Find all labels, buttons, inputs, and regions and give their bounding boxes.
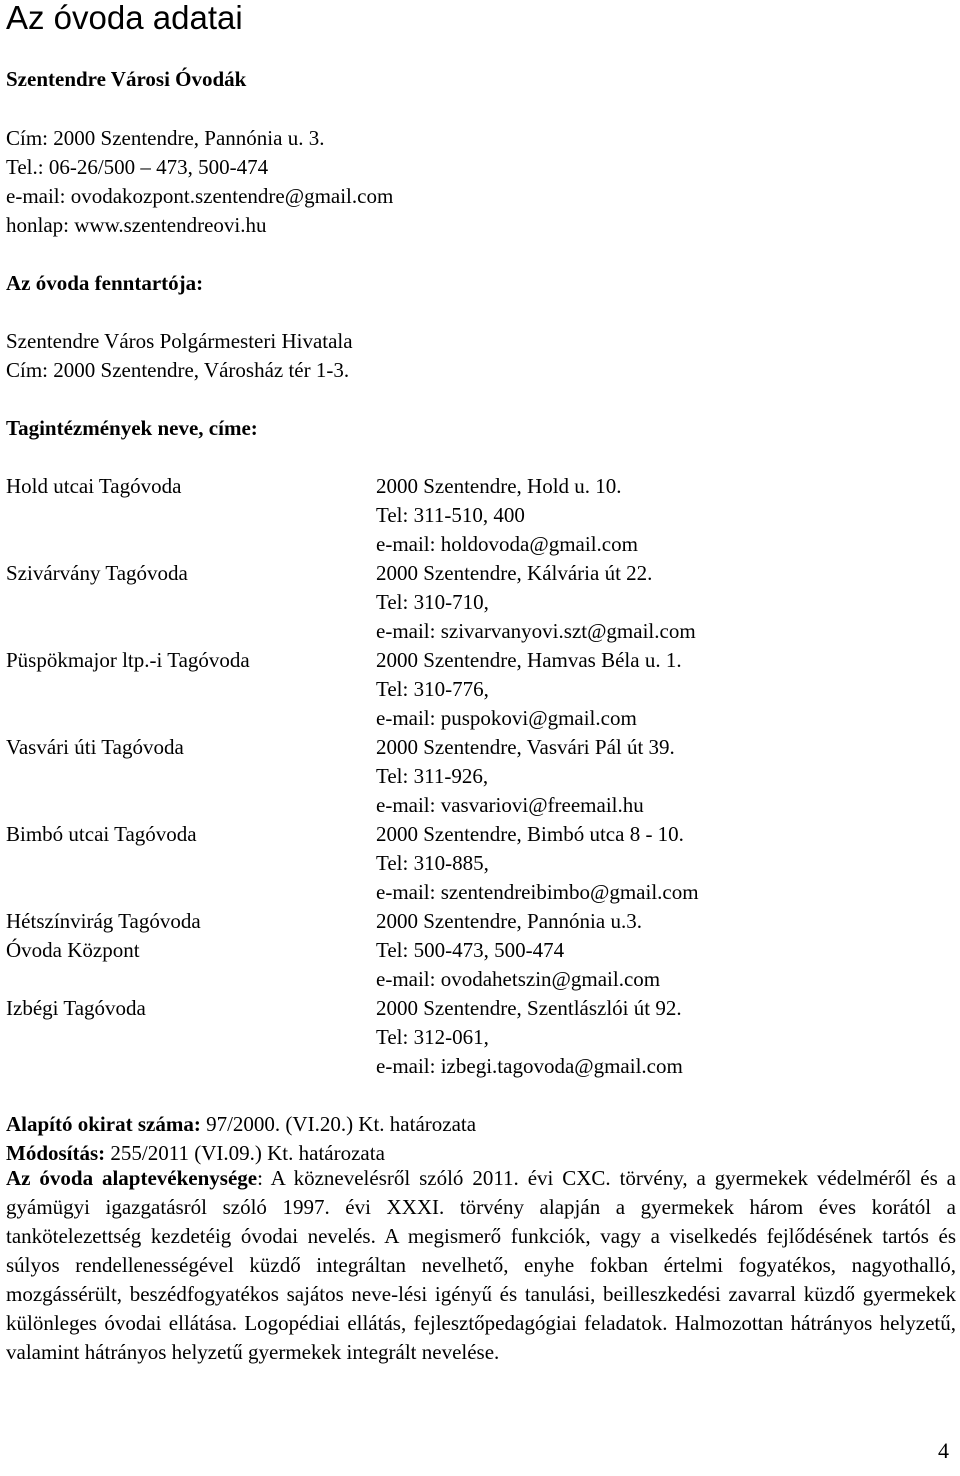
activity-text: : A köznevelésről szóló 2011. évi CXC. törvény, a gyermekek védelméről és a gyámügyi igazgatásról szóló 1997. évi XXXI. törvény alapján a gyermekek három éves korától a tankötelezettség kezdetéig óvodai nevelés. A megismerő funkciók, vagy a viselkedés fejlődésének tartós és súlyos rendellenességével küzdő integráltan nevelhető, enyhe fokban értelmi fogyatékos, nagyothalló, mozgássérült, beszédfogyatékos sajátos neve-lési igényű és tanulási, beilleszkedési zavarral küzdő gyermekek különleges óvodai ellátása. Logopédiai ellátás, fejlesztőpedagógiai feladatok. Halmozottan hátrányos helyzetű, valamint hátrányos helyzetű gyermekek integrált nevelése. (6, 1166, 956, 1364)
branch-email: e-mail: szivarvanyovi.szt@gmail.com (376, 619, 696, 643)
branch-name: Hétszínvirág Tagóvoda (6, 909, 201, 933)
branch-email: e-mail: vasvariovi@freemail.hu (376, 793, 644, 817)
branch-name: Püspökmajor ltp.-i Tagóvoda (6, 648, 250, 672)
modification-label: Módosítás: (6, 1141, 106, 1165)
institution-email: e-mail: ovodakozpont.szentendre@gmail.com (6, 184, 394, 208)
branch-name: Vasvári úti Tagóvoda (6, 735, 184, 759)
branch-tel: Tel: 310-885, (376, 851, 489, 875)
branch-email: e-mail: izbegi.tagovoda@gmail.com (376, 1054, 683, 1078)
page-title: Az óvoda adatai (6, 0, 243, 36)
institution-website: honlap: www.szentendreovi.hu (6, 213, 267, 237)
branch-name-secondary: Óvoda Központ (6, 938, 140, 962)
branch-name: Izbégi Tagóvoda (6, 996, 146, 1020)
founding-line (6, 1110, 476, 1139)
branch-address: 2000 Szentendre, Kálvária út 22. (376, 561, 653, 585)
activity-label: Az óvoda alaptevékenysége (6, 1166, 258, 1190)
branches-heading: Tagintézmények neve, címe: (6, 416, 258, 440)
branch-tel: Tel: 310-776, (376, 677, 489, 701)
branch-name: Hold utcai Tagóvoda (6, 474, 182, 498)
institution-name: Szentendre Városi Óvodák (6, 67, 247, 91)
branch-address: 2000 Szentendre, Pannónia u.3. (376, 909, 642, 933)
branch-address: 2000 Szentendre, Hamvas Béla u. 1. (376, 648, 682, 672)
branch-address: 2000 Szentendre, Szentlászlói út 92. (376, 996, 682, 1020)
branch-tel: Tel: 311-510, 400 (376, 503, 525, 527)
page-number: 4 (938, 1438, 949, 1463)
maintainer-name: Szentendre Város Polgármesteri Hivatala (6, 329, 353, 353)
branch-email: e-mail: holdovoda@gmail.com (376, 532, 638, 556)
branch-email: e-mail: ovodahetszin@gmail.com (376, 967, 661, 991)
branch-name: Bimbó utcai Tagóvoda (6, 822, 197, 846)
founding-value: 97/2000. (VI.20.) Kt. határozata (200, 1112, 477, 1136)
branch-email: e-mail: puspokovi@gmail.com (376, 706, 637, 730)
branch-address: 2000 Szentendre, Bimbó utca 8 - 10. (376, 822, 684, 846)
branch-email: e-mail: szentendreibimbo@gmail.com (376, 880, 699, 904)
maintainer-address: Cím: 2000 Szentendre, Városház tér 1-3. (6, 358, 350, 382)
founding-label: Alapító okirat száma: (6, 1112, 201, 1136)
institution-phone: Tel.: 06-26/500 – 473, 500-474 (6, 155, 269, 179)
institution-address: Cím: 2000 Szentendre, Pannónia u. 3. (6, 126, 325, 150)
branch-address: 2000 Szentendre, Vasvári Pál út 39. (376, 735, 675, 759)
activity-paragraph (6, 1164, 956, 1367)
branch-tel: Tel: 500-473, 500-474 (376, 938, 565, 962)
branch-name: Szivárvány Tagóvoda (6, 561, 188, 585)
maintainer-heading: Az óvoda fenntartója: (6, 271, 204, 295)
modification-value: 255/2011 (VI.09.) Kt. határozata (105, 1141, 385, 1165)
branch-address: 2000 Szentendre, Hold u. 10. (376, 474, 622, 498)
branch-tel: Tel: 310-710, (376, 590, 489, 614)
branch-tel: Tel: 312-061, (376, 1025, 489, 1049)
branch-tel: Tel: 311-926, (376, 764, 489, 788)
